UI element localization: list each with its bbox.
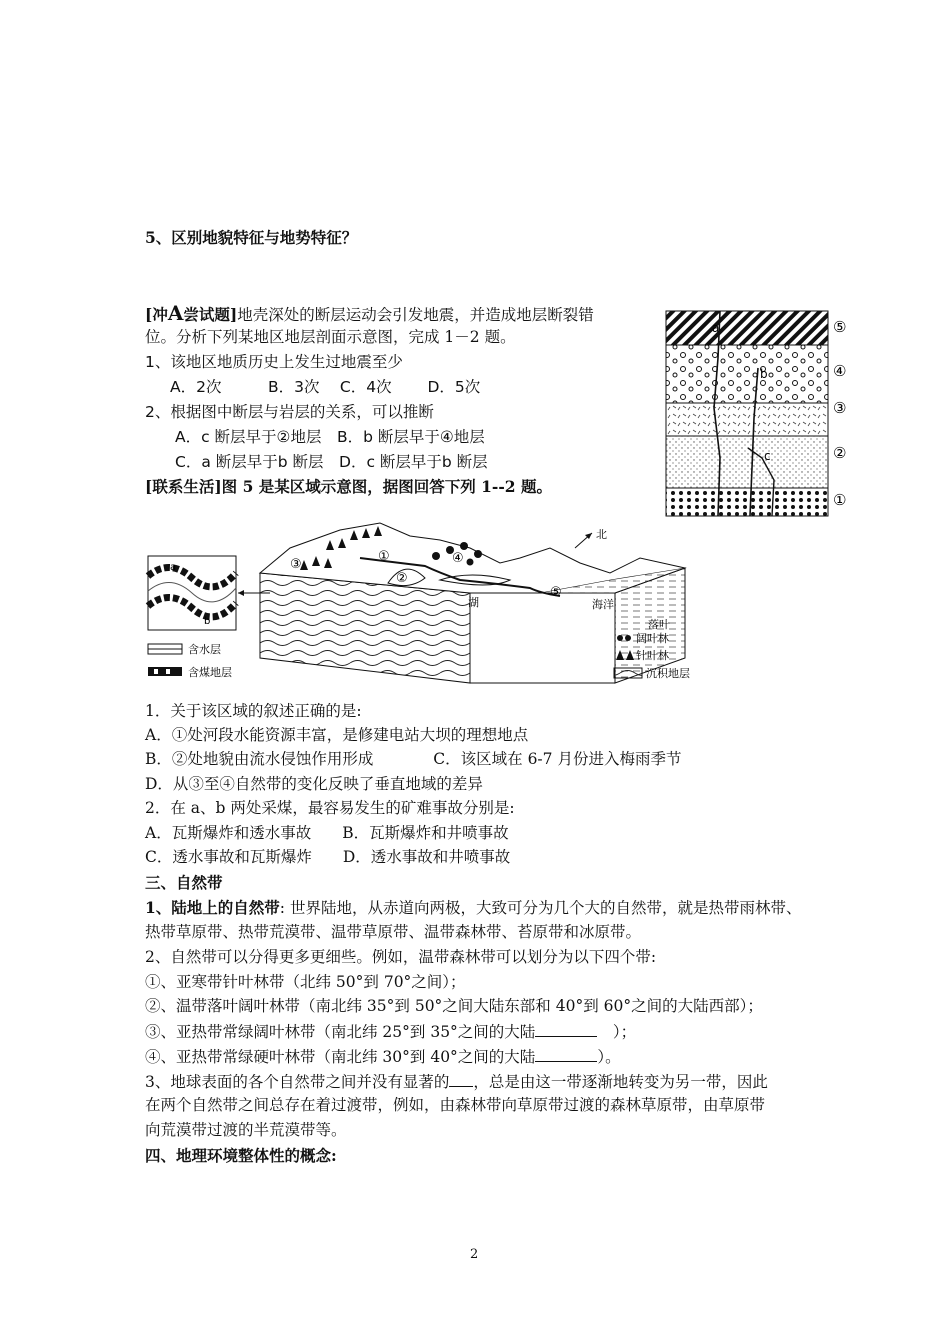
item-3-blank[interactable] — [535, 1020, 597, 1037]
trial-intro-text-1: 地壳深处的断层运动会引发地震，并造成地层断裂错 — [237, 306, 594, 324]
stratum-label-4: ④ — [833, 362, 847, 380]
region-block-diagram — [140, 518, 700, 688]
stratum-4 — [666, 345, 828, 403]
fault-label-a: a — [712, 321, 720, 335]
section-3-p3-line-1 — [145, 1070, 768, 1093]
stratum-label-1: ① — [833, 491, 847, 509]
block-marker-4: ④ — [452, 551, 464, 566]
stratum-label-3: ③ — [833, 399, 847, 417]
life-text: 图 5 是某区域示意图，据图回答下列 1--2 题。 — [221, 477, 552, 496]
region-q1-option-b-row — [145, 748, 681, 770]
trial-tag-a: A — [167, 301, 184, 325]
stratum-label-5: ⑤ — [833, 318, 847, 336]
section-3-p1-text: : 世界陆地，从赤道向两极，大致可分为几个大的自然带，就是热带雨林带、 — [279, 899, 802, 917]
region-q1-option-c: C．该区域在 6-7 月份进入梅雨季节 — [433, 750, 682, 768]
p3-text-pre: 3、地球表面的各个自然带之间并没有显著的 — [145, 1073, 450, 1091]
legend-aquifer-label: 含水层 — [188, 643, 221, 656]
legend-sediment-swatch — [614, 668, 642, 678]
section-3-title: 三、自然带 — [145, 873, 223, 892]
section-3-p3-line-3: 向荒漠带过渡的半荒漠带等。 — [145, 1121, 347, 1139]
trial-q1-options: A．2次 B．3次 C．4次 D．5次 — [170, 378, 481, 396]
trial-q2-option-row-2: C．a 断层早于b 断层 D．c 断层早于b 断层 — [175, 453, 488, 471]
stratum-5 — [666, 311, 828, 345]
stratum-label-2: ② — [833, 444, 847, 462]
section-3-p1-line-1 — [145, 897, 801, 919]
north-label: 北 — [596, 528, 607, 541]
p3-blank[interactable] — [449, 1070, 473, 1087]
fault-label-c: c — [764, 449, 771, 463]
section-3-p1-line-2: 热带草原带、热带荒漠带、温带草原带、温带森林带、苔原带和冰原带。 — [145, 923, 642, 941]
legend-conifer-label: 针叶林 — [636, 649, 669, 662]
fault-label-b: b — [760, 367, 768, 381]
legend-coal-swatch — [148, 667, 182, 676]
block-marker-3: ③ — [290, 557, 302, 572]
trial-q1: 1、该地区地质历史上发生过地震至少 — [145, 353, 403, 371]
region-q1-option-b: B．②处地貌由流水侵蚀作用形成 — [145, 750, 374, 768]
block-marker-5: ⑤ — [550, 585, 562, 600]
life-section-line — [145, 476, 552, 498]
section-3-p3-line-2: 在两个自然带之间总存在着过渡带，例如，由森林带向草原带过渡的森林草原带，由草原带 — [145, 1096, 766, 1114]
block-marker-2: ② — [396, 571, 408, 586]
section-3-p2-item-3 — [145, 1020, 636, 1043]
legend-broadleaf-label: 阔叶林 — [636, 632, 669, 645]
section-3-p2-item-2: ②、温带落叶阔叶林带（南北纬 35°到 50°之间大陆东部和 40°到 60°之间的大陆西部）； — [145, 997, 763, 1015]
inset-label-a: a — [170, 562, 177, 573]
trial-intro-line-2: 位。分析下列某地区地层剖面示意图，完成 1－2 题。 — [145, 328, 516, 346]
section-4-title: 四、地理环境整体性的概念: — [145, 1146, 337, 1165]
question-5: 5、区别地貌特征与地势特征？ — [145, 228, 358, 247]
stratum-1 — [666, 488, 828, 516]
legend-deciduous-label: 落叶 — [648, 618, 670, 631]
item-4-blank[interactable] — [535, 1045, 597, 1062]
section-3-p1-heading: 1、陆地上的自然带 — [145, 898, 280, 917]
page-number: 2 — [470, 1247, 479, 1262]
stratum-3 — [666, 403, 828, 436]
life-tag: [联系生活] — [145, 477, 222, 496]
legend-sediment-label: 沉积地层 — [646, 667, 690, 680]
item-3-text: ③、亚热带常绿阔叶林带（南北纬 25°到 35°之间的大陆 — [145, 1023, 536, 1041]
inset-label-b: b — [204, 616, 211, 627]
trial-q2-option-row-1: A．c 断层早于②地层 B．b 断层早于④地层 — [175, 428, 485, 446]
region-q1-option-d: D．从③至④自然带的变化反映了垂直地域的差异 — [145, 775, 483, 793]
item-3-close: ）； — [597, 1023, 637, 1041]
region-q2: 2．在 a、b 两处采煤，最容易发生的矿难事故分别是: — [145, 799, 515, 817]
block-marker-1: ① — [378, 549, 390, 564]
item-4-close: ）。 — [597, 1048, 621, 1066]
block-lake-label: 湖 — [468, 596, 479, 609]
legend-coal-label: 含煤地层 — [188, 666, 232, 679]
region-q1: 1．关于该区域的叙述正确的是: — [145, 702, 362, 720]
trial-tag-open: [冲 — [145, 305, 168, 324]
trial-q2: 2、根据图中断层与岩层的关系，可以推断 — [145, 403, 434, 421]
region-q2-options-ab: A．瓦斯爆炸和透水事故 B．瓦斯爆炸和井喷事故 — [145, 824, 509, 842]
block-ocean-label: 海洋 — [592, 598, 614, 611]
region-q2-options-cd: C．透水事故和瓦斯爆炸 D．透水事故和井喷事故 — [145, 848, 511, 866]
section-3-p2-item-1: ①、亚寒带针叶林带（北纬 50°到 70°之间）； — [145, 973, 466, 991]
trial-intro-line-1 — [145, 302, 594, 326]
item-4-text: ④、亚热带常绿硬叶林带（南北纬 30°到 40°之间的大陆 — [145, 1048, 536, 1066]
p3-text-post: ，总是由这一带逐渐地转变为另一带，因此 — [473, 1073, 768, 1091]
stratum-2 — [666, 436, 828, 488]
section-3-p2-item-4 — [145, 1045, 621, 1068]
strata-cross-section-figure — [662, 308, 850, 520]
trial-tag-close: 尝试题] — [183, 305, 238, 324]
region-q1-option-a: A．①处河段水能资源丰富，是修建电站大坝的理想地点 — [145, 726, 529, 744]
section-3-p2: 2、自然带可以分得更多更细些。例如，温带森林带可以划分为以下四个带: — [145, 948, 657, 966]
